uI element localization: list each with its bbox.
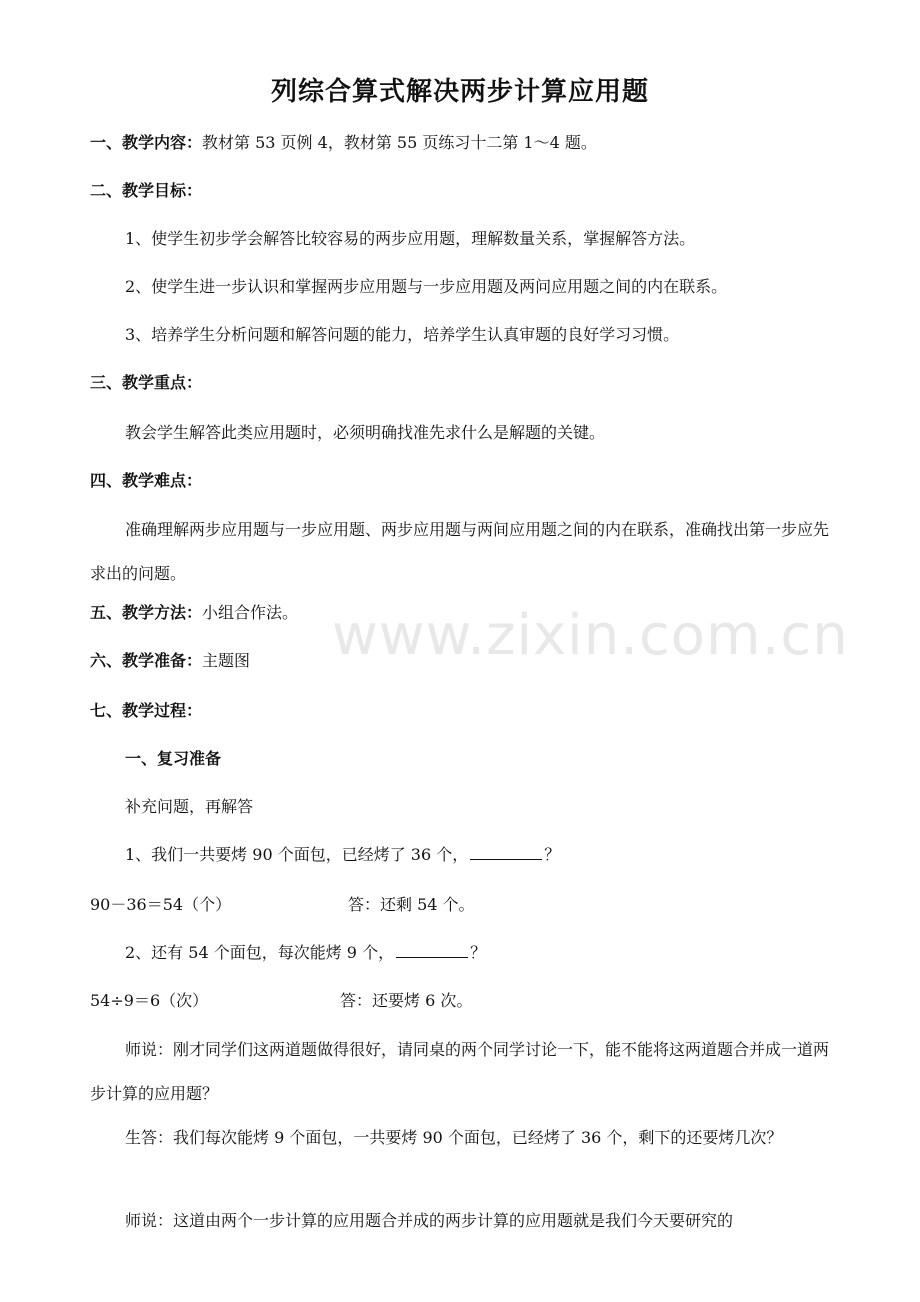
watermark: www.zixin.com.cn [332,603,849,668]
key-point-text: 教会学生解答此类应用题时，必须明确找准先求什么是解题的关键。 [125,423,606,442]
section-label: 三、教学重点： [90,373,203,392]
objective-item: 3、培养学生分析问题和解答问题的能力，培养学生认真审题的良好学习习惯。 [125,325,680,344]
teacher-dialogue: 师说：这道由两个一步计算的应用题合并成的两步计算的应用题就是我们今天要研究的 [125,1211,734,1230]
objective-item: 2、使学生进一步认识和掌握两步应用题与一步应用题及两问应用题之间的内在联系。 [125,277,728,296]
section-label: 六、教学准备： [90,651,203,670]
answer-2 [90,986,832,1016]
answer-blank [470,841,542,860]
calculation: 54÷9＝6（次） [90,991,209,1010]
calculation: 90－36＝54（个） [90,895,232,914]
section-difficulties [90,466,832,496]
supplement-text: 补充问题，再解答 [125,797,254,816]
section-label: 五、教学方法： [90,603,203,622]
section-label: 四、教学难点： [90,471,203,490]
section-content [90,128,832,158]
difficulty-text: 准确理解两步应用题与一步应用题、两步应用题与两间应用题之间的内在联系，准确找出第一步应先求出的问题。 [90,520,830,583]
section-label: 二、教学目标： [90,181,203,200]
objective-item: 1、使学生初步学会解答比较容易的两步应用题，理解数量关系，掌握解答方法。 [125,229,696,248]
answer-blank [396,939,468,958]
section-label: 一、教学内容： [90,133,203,152]
answer-text: 答：还要烤 6 次。 [340,991,473,1010]
section-text: 教材第 53 页例 4，教材第 55 页练习十二第 1～4 题。 [202,133,597,152]
question-1 [125,840,832,870]
student-dialogue: 生答：我们每次能烤 9 个面包，一共要烤 90 个面包，已经烤了 36 个，剩下的还要烤几次？ [125,1128,783,1147]
section-label: 七、教学过程： [90,701,203,720]
section-text: 小组合作法。 [202,603,299,622]
section-process [90,696,832,726]
answer-text: 答：还剩 54 个。 [348,895,475,914]
section-text: 主题图 [202,651,251,670]
question-mark: ？ [544,845,561,864]
section-objectives [90,176,832,206]
subsection-review: 一、复习准备 [125,749,222,768]
question-mark: ？ [470,943,487,962]
section-key-points [90,368,832,398]
question-text: 1、我们一共要烤 90 个面包，已经烤了 36 个， [125,845,469,864]
question-text: 2、还有 54 个面包，每次能烤 9 个， [125,943,395,962]
teacher-dialogue: 师说：刚才同学们这两道题做得很好，请同桌的两个同学讨论一下，能不能将这两道题合并成一道两步计算的应用题？ [90,1040,830,1103]
answer-1 [90,890,832,920]
question-2 [125,938,832,968]
document-title: 列综合算式解决两步计算应用题 [270,77,649,107]
